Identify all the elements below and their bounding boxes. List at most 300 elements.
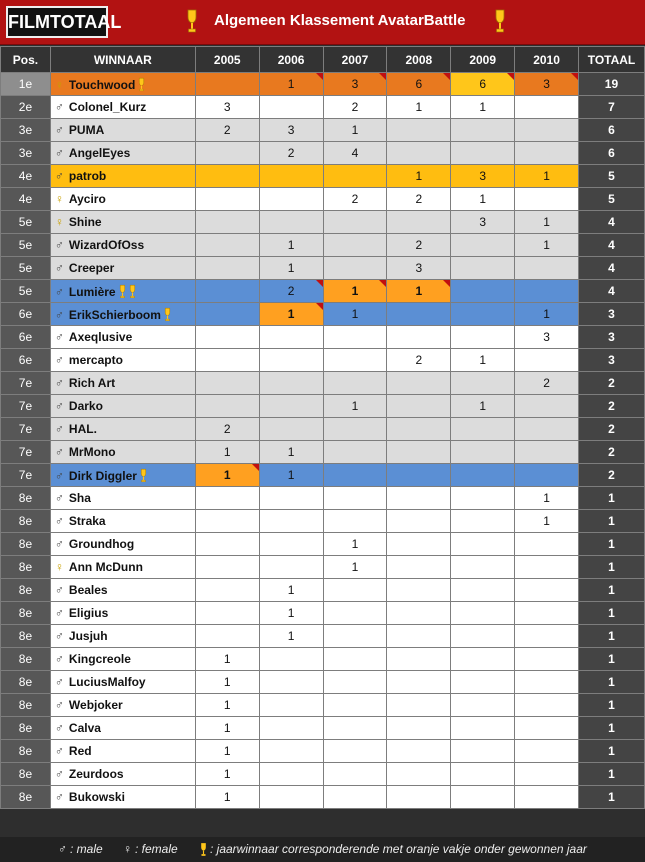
male-symbol-icon: ♂	[54, 491, 64, 505]
winner-name: Beales	[68, 583, 108, 597]
male-symbol-icon: ♂	[54, 445, 64, 459]
year-score-cell	[387, 763, 451, 786]
year-score-cell	[323, 510, 387, 533]
year-score-cell: 1	[259, 602, 323, 625]
total-cell: 1	[578, 510, 644, 533]
year-score-cell: 1	[259, 625, 323, 648]
year-score-cell: 2	[387, 234, 451, 257]
year-score-cell	[259, 418, 323, 441]
total-cell: 5	[578, 188, 644, 211]
column-header: 2008	[387, 47, 451, 73]
legend-female-label: : female	[135, 842, 178, 856]
table-row[interactable]	[1, 464, 645, 487]
year-score-cell	[259, 648, 323, 671]
year-score-cell: 3	[323, 73, 387, 96]
rank-cell: 8e	[1, 625, 51, 648]
year-score-cell	[387, 372, 451, 395]
winner-cell	[50, 740, 195, 763]
male-symbol-icon: ♂	[54, 353, 64, 367]
male-symbol-icon: ♂	[54, 123, 64, 137]
year-score-cell: 1	[387, 280, 451, 303]
trophy-icon	[119, 284, 126, 299]
rank-cell: 8e	[1, 740, 51, 763]
year-score-cell	[515, 625, 579, 648]
total-cell: 1	[578, 556, 644, 579]
corner-mark	[571, 73, 578, 80]
year-score-cell	[323, 418, 387, 441]
table-row[interactable]	[1, 119, 645, 142]
winner-name: Lumière	[68, 284, 116, 299]
table-row[interactable]	[1, 533, 645, 556]
table-row[interactable]	[1, 349, 645, 372]
year-score-cell	[387, 648, 451, 671]
column-header: 2009	[451, 47, 515, 73]
year-score-cell	[259, 96, 323, 119]
year-score-cell: 1	[515, 165, 579, 188]
year-score-cell: 6	[387, 73, 451, 96]
winner-name: PUMA	[68, 123, 105, 137]
year-score-cell: 1	[323, 119, 387, 142]
female-symbol-icon: ♀	[123, 842, 132, 856]
rank-cell: 6e	[1, 326, 51, 349]
winner-cell	[50, 533, 195, 556]
table-row[interactable]	[1, 326, 645, 349]
rank-cell: 7e	[1, 418, 51, 441]
year-score-cell: 1	[259, 464, 323, 487]
male-symbol-icon: ♂	[54, 744, 64, 758]
year-score-cell	[259, 763, 323, 786]
winner-cell	[50, 648, 195, 671]
year-score-cell	[195, 533, 259, 556]
year-score-cell: 1	[259, 257, 323, 280]
year-score-cell	[515, 188, 579, 211]
total-cell: 3	[578, 326, 644, 349]
year-score-cell	[323, 717, 387, 740]
total-cell: 1	[578, 579, 644, 602]
year-score-cell: 1	[195, 740, 259, 763]
year-score-cell: 1	[195, 464, 259, 487]
winner-cell	[50, 303, 195, 326]
year-score-cell	[259, 556, 323, 579]
year-score-cell	[323, 694, 387, 717]
year-score-cell	[195, 73, 259, 96]
table-row[interactable]	[1, 395, 645, 418]
male-symbol-icon: ♂	[54, 100, 64, 114]
corner-mark	[507, 73, 514, 80]
rank-cell: 8e	[1, 671, 51, 694]
total-cell: 1	[578, 694, 644, 717]
winner-name: Jusjuh	[68, 629, 108, 643]
rank-cell: 5e	[1, 211, 51, 234]
year-score-cell	[195, 602, 259, 625]
year-score-cell	[515, 717, 579, 740]
male-symbol-icon: ♂	[54, 698, 64, 712]
table-row[interactable]	[1, 694, 645, 717]
year-score-cell	[387, 119, 451, 142]
year-score-cell: 1	[451, 395, 515, 418]
male-symbol-icon: ♂	[54, 606, 64, 620]
year-score-cell: 1	[515, 510, 579, 533]
male-symbol-icon: ♂	[54, 468, 64, 483]
table-row[interactable]	[1, 96, 645, 119]
winner-name: Ayciro	[68, 192, 106, 206]
year-score-cell	[387, 441, 451, 464]
year-score-cell	[323, 671, 387, 694]
winner-cell	[50, 395, 195, 418]
table-row[interactable]	[1, 625, 645, 648]
rank-cell: 6e	[1, 349, 51, 372]
winner-name: Touchwood	[68, 77, 136, 92]
winner-cell	[50, 73, 195, 96]
year-score-cell	[195, 556, 259, 579]
winner-cell	[50, 119, 195, 142]
table-row[interactable]	[1, 717, 645, 740]
year-score-cell	[195, 510, 259, 533]
year-score-cell: 3	[515, 73, 579, 96]
year-score-cell	[515, 441, 579, 464]
year-score-cell: 1	[323, 556, 387, 579]
total-cell: 1	[578, 487, 644, 510]
year-score-cell: 1	[515, 234, 579, 257]
year-score-cell	[515, 602, 579, 625]
year-score-cell	[323, 786, 387, 809]
year-score-cell: 2	[195, 418, 259, 441]
corner-mark	[379, 280, 386, 287]
year-score-cell	[387, 464, 451, 487]
year-score-cell	[451, 119, 515, 142]
table-row[interactable]	[1, 303, 645, 326]
year-score-cell	[387, 625, 451, 648]
year-score-cell	[259, 487, 323, 510]
year-score-cell: 1	[515, 211, 579, 234]
year-score-cell: 2	[195, 119, 259, 142]
male-symbol-icon: ♂	[54, 307, 64, 322]
winner-cell	[50, 257, 195, 280]
winner-cell	[50, 211, 195, 234]
table-row[interactable]	[1, 487, 645, 510]
male-symbol-icon: ♂	[54, 629, 64, 643]
winner-cell	[50, 280, 195, 303]
winner-cell	[50, 142, 195, 165]
trophy-icon	[129, 284, 136, 299]
filmtotaal-logo[interactable]: FILMTOTAAL	[6, 6, 108, 38]
year-score-cell	[387, 303, 451, 326]
year-score-cell	[323, 579, 387, 602]
rank-cell: 8e	[1, 533, 51, 556]
year-score-cell	[515, 786, 579, 809]
year-score-cell: 1	[451, 188, 515, 211]
year-score-cell	[387, 487, 451, 510]
year-score-cell	[451, 671, 515, 694]
year-score-cell	[259, 372, 323, 395]
year-score-cell: 3	[515, 326, 579, 349]
total-cell: 2	[578, 441, 644, 464]
year-score-cell	[451, 326, 515, 349]
rank-cell: 6e	[1, 303, 51, 326]
year-score-cell: 2	[515, 372, 579, 395]
year-score-cell	[387, 142, 451, 165]
year-score-cell: 1	[451, 349, 515, 372]
table-row[interactable]	[1, 73, 645, 96]
winner-cell	[50, 625, 195, 648]
year-score-cell	[515, 556, 579, 579]
table-row[interactable]	[1, 510, 645, 533]
total-cell: 1	[578, 763, 644, 786]
year-score-cell	[259, 740, 323, 763]
total-cell: 2	[578, 464, 644, 487]
year-score-cell	[387, 510, 451, 533]
year-score-cell: 1	[195, 441, 259, 464]
total-cell: 2	[578, 395, 644, 418]
table-row[interactable]	[1, 234, 645, 257]
table-row[interactable]	[1, 188, 645, 211]
year-score-cell	[451, 418, 515, 441]
table-row[interactable]	[1, 579, 645, 602]
winner-name: Sha	[68, 491, 91, 505]
year-score-cell	[195, 303, 259, 326]
winner-cell	[50, 464, 195, 487]
year-score-cell: 1	[195, 648, 259, 671]
year-score-cell	[259, 694, 323, 717]
table-row[interactable]	[1, 671, 645, 694]
year-score-cell: 3	[259, 119, 323, 142]
male-symbol-icon: ♂	[54, 721, 64, 735]
rank-cell: 5e	[1, 257, 51, 280]
year-score-cell: 1	[323, 395, 387, 418]
winner-name: Dirk Diggler	[68, 468, 137, 483]
year-score-cell	[323, 349, 387, 372]
year-score-cell	[259, 326, 323, 349]
total-cell: 1	[578, 533, 644, 556]
rank-cell: 7e	[1, 464, 51, 487]
winner-cell	[50, 441, 195, 464]
winner-name: mercapto	[68, 353, 123, 367]
male-symbol-icon: ♂	[54, 399, 64, 413]
year-score-cell	[515, 96, 579, 119]
winner-name: HAL.	[68, 422, 97, 436]
total-cell: 6	[578, 119, 644, 142]
year-score-cell	[451, 625, 515, 648]
year-score-cell	[195, 372, 259, 395]
rank-cell: 8e	[1, 694, 51, 717]
total-cell: 1	[578, 602, 644, 625]
year-score-cell	[259, 533, 323, 556]
total-cell: 1	[578, 740, 644, 763]
year-score-cell	[195, 234, 259, 257]
year-score-cell	[515, 119, 579, 142]
table-row[interactable]	[1, 786, 645, 809]
year-score-cell	[387, 740, 451, 763]
winner-name: WizardOfOss	[68, 238, 145, 252]
year-score-cell	[451, 234, 515, 257]
year-score-cell	[451, 763, 515, 786]
year-score-cell	[515, 349, 579, 372]
ranking-table	[0, 46, 645, 809]
year-score-cell	[451, 510, 515, 533]
year-score-cell	[195, 326, 259, 349]
year-score-cell	[515, 671, 579, 694]
column-header: 2007	[323, 47, 387, 73]
male-symbol-icon: ♂	[54, 422, 64, 436]
year-score-cell	[387, 418, 451, 441]
year-score-cell	[259, 395, 323, 418]
total-cell: 1	[578, 648, 644, 671]
winner-name: Shine	[68, 215, 102, 229]
winner-cell	[50, 487, 195, 510]
winner-name: Eligius	[68, 606, 109, 620]
table-row[interactable]	[1, 142, 645, 165]
rank-cell: 2e	[1, 96, 51, 119]
table-row[interactable]	[1, 418, 645, 441]
table-row[interactable]	[1, 441, 645, 464]
winner-cell	[50, 188, 195, 211]
table-row[interactable]	[1, 257, 645, 280]
year-score-cell	[323, 372, 387, 395]
year-score-cell	[387, 786, 451, 809]
year-score-cell	[259, 349, 323, 372]
year-score-cell: 1	[259, 441, 323, 464]
winner-name: Bukowski	[68, 790, 125, 804]
year-score-cell	[451, 579, 515, 602]
year-score-cell: 4	[323, 142, 387, 165]
year-score-cell	[515, 648, 579, 671]
year-score-cell: 1	[387, 165, 451, 188]
year-score-cell	[387, 211, 451, 234]
table-row[interactable]	[1, 211, 645, 234]
winner-cell	[50, 326, 195, 349]
winner-name: Creeper	[68, 261, 115, 275]
legend-male-label: : male	[70, 842, 103, 856]
table-row[interactable]	[1, 648, 645, 671]
year-score-cell: 2	[323, 96, 387, 119]
winner-name: Calva	[68, 721, 101, 735]
year-score-cell	[323, 625, 387, 648]
total-cell: 2	[578, 372, 644, 395]
legend-trophy-label: : jaarwinnaar corresponderende met oranje vakje onder gewonnen jaar	[210, 842, 587, 856]
table-row[interactable]	[1, 372, 645, 395]
year-score-cell	[515, 533, 579, 556]
year-score-cell: 3	[387, 257, 451, 280]
male-symbol-icon: ♂	[54, 146, 64, 160]
total-cell: 5	[578, 165, 644, 188]
trophy-icon	[494, 8, 506, 34]
year-score-cell: 2	[259, 280, 323, 303]
year-score-cell	[451, 372, 515, 395]
year-score-cell	[259, 717, 323, 740]
year-score-cell	[323, 763, 387, 786]
year-score-cell	[323, 326, 387, 349]
year-score-cell	[451, 487, 515, 510]
female-symbol-icon: ♀	[54, 77, 64, 92]
year-score-cell: 1	[259, 73, 323, 96]
male-symbol-icon: ♂	[54, 583, 64, 597]
winner-name: Groundhog	[68, 537, 135, 551]
year-score-cell: 1	[195, 694, 259, 717]
winner-name: ErikSchierboom	[68, 307, 161, 322]
winner-name: patrob	[68, 169, 107, 183]
column-header: 2005	[195, 47, 259, 73]
year-score-cell	[451, 280, 515, 303]
page-title: Algemeen Klassement AvatarBattle	[214, 12, 466, 29]
year-score-cell	[515, 142, 579, 165]
year-score-cell: 2	[387, 349, 451, 372]
table-row[interactable]	[1, 280, 645, 303]
table-row[interactable]	[1, 740, 645, 763]
year-score-cell	[195, 395, 259, 418]
male-symbol-icon: ♂	[58, 842, 67, 856]
year-score-cell	[323, 257, 387, 280]
table-row[interactable]	[1, 556, 645, 579]
table-row[interactable]	[1, 602, 645, 625]
table-row[interactable]	[1, 165, 645, 188]
total-cell: 2	[578, 418, 644, 441]
year-score-cell	[515, 418, 579, 441]
year-score-cell	[451, 694, 515, 717]
rank-cell: 8e	[1, 579, 51, 602]
year-score-cell	[195, 487, 259, 510]
year-score-cell	[451, 786, 515, 809]
column-header: WINNAAR	[50, 47, 195, 73]
year-score-cell	[451, 717, 515, 740]
winner-cell	[50, 556, 195, 579]
winner-name: Ann McDunn	[68, 560, 143, 574]
winner-cell	[50, 602, 195, 625]
year-score-cell	[323, 165, 387, 188]
year-score-cell	[515, 257, 579, 280]
year-score-cell: 1	[515, 487, 579, 510]
year-score-cell	[387, 579, 451, 602]
corner-mark	[316, 73, 323, 80]
rank-cell: 5e	[1, 234, 51, 257]
corner-mark	[443, 280, 450, 287]
year-score-cell	[451, 648, 515, 671]
total-cell: 19	[578, 73, 644, 96]
year-score-cell: 1	[259, 579, 323, 602]
male-symbol-icon: ♂	[54, 238, 64, 252]
rank-cell: 5e	[1, 280, 51, 303]
male-symbol-icon: ♂	[54, 169, 64, 183]
winner-name: Zeurdoos	[68, 767, 124, 781]
winner-cell	[50, 579, 195, 602]
year-score-cell	[515, 740, 579, 763]
year-score-cell: 1	[387, 96, 451, 119]
female-symbol-icon: ♀	[54, 215, 64, 229]
male-symbol-icon: ♂	[54, 514, 64, 528]
column-header: 2006	[259, 47, 323, 73]
total-cell: 7	[578, 96, 644, 119]
female-symbol-icon: ♀	[54, 560, 64, 574]
year-score-cell	[451, 303, 515, 326]
year-score-cell	[515, 579, 579, 602]
year-score-cell: 2	[323, 188, 387, 211]
trophy-icon	[200, 842, 207, 857]
corner-mark	[443, 73, 450, 80]
year-score-cell	[259, 786, 323, 809]
winner-name: Axeqlusive	[68, 330, 133, 344]
male-symbol-icon: ♂	[54, 376, 64, 390]
corner-mark	[316, 303, 323, 310]
rank-cell: 8e	[1, 786, 51, 809]
winner-cell	[50, 763, 195, 786]
year-score-cell	[387, 694, 451, 717]
total-cell: 3	[578, 349, 644, 372]
year-score-cell	[515, 694, 579, 717]
table-row[interactable]	[1, 763, 645, 786]
year-score-cell	[387, 395, 451, 418]
year-score-cell: 1	[259, 303, 323, 326]
winner-cell	[50, 717, 195, 740]
trophy-icon	[140, 468, 147, 483]
